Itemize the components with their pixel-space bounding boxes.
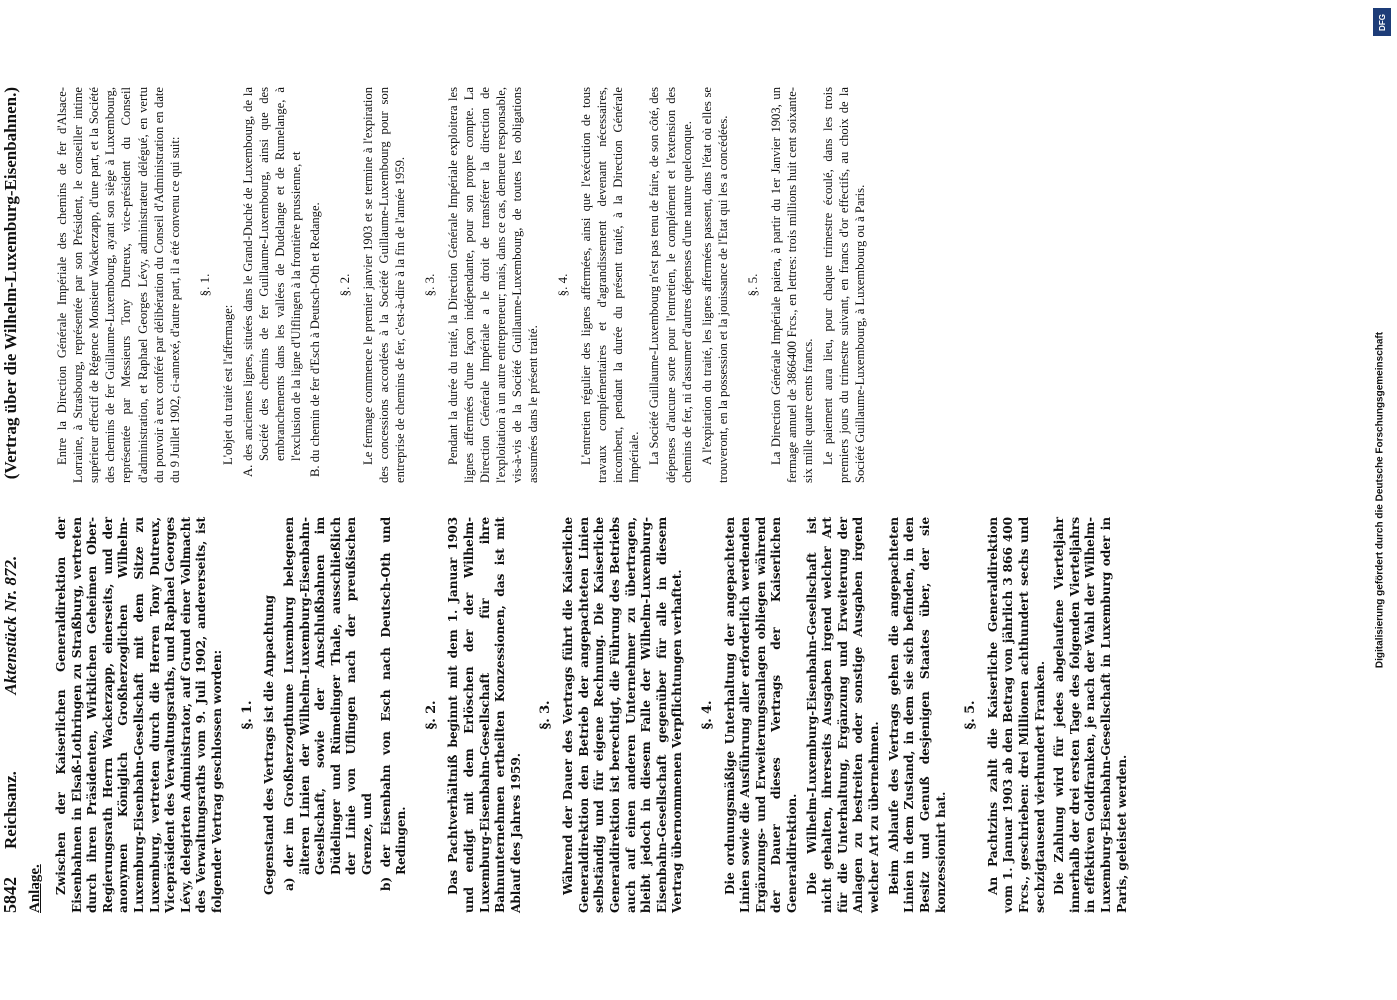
french-intro: Entre la Direction Générale Impériale des chemins de fer d'Alsace-Lorraine, à Strasbourg, représentée par son Président, le conseiller intime supérieur effectif de Régence Monsieur Wackerzapp, d'une part, et la Société des chemins de fer Guillaume-Luxembourg, ayant son siège à Luxembourg, représentée par Messieurs Tony Dutreux, vice-président du Conseil d'administration, et Raphael Georges Lévy, administrateur délégué, en vertu du pouvoir à eux conféré par délibération du Conseil d'Administration en date du 9 Juillet 1902, ci-annexé, d'autre part, il a été convenu ce qui suit: [55,87,182,483]
german-s5-p1: An Pachtzins zahlt die Kaiserliche Generaldirektion vom 1. Januar 1903 ab den Betrag von jährlich 3 866 400 Frcs., geschrieben: drei Millionen achthundert sechs und sechzigtausend vierhundert Franken. [985,517,1047,913]
french-s1-a: A. des anciennes lignes, situées dans le Grand-Duché de Luxembourg, de la Société des chemins de fer Guillaume-Luxembourg, ainsi que des embranchements dans les vallées de Dudelange et de Rumelange, à l'exclusion de la ligne d'Ulflingen à la frontière prussienne, et [240,87,303,477]
german-section-4: §. 4. [699,700,715,730]
german-section-2: §. 2. [423,700,439,730]
page-number: 5842 [0,877,20,913]
french-s4-p3: A l'expiration du traité, les lignes affermées passent, dans l'état où elles se trouveront, en la possession et la jouissance de l'Etat qui les a concédées. [699,87,730,483]
french-s1-intro: L'objet du traité est l'affermage: [220,304,235,465]
document-number: Aktenstück Nr. 872. [1,555,20,695]
rotated-document-page [0,65,1290,935]
french-s3-text: Pendant la durée du traité, la Direction Générale Impériale exploitera les lignes affermées d'une façon indépendante, pour son propre compte. La Direction Générale Impériale a le droit de transférer la direction de l'exploitation à un autre entrepreneur; mais, dans ce cas, demeure responsable, vis-à-vis de la Société Guillaume-Luxembourg, de toutes les obligations assumées dans le présent traité. [445,87,541,483]
french-s4-p1: L'entretien régulier des lignes affermées, ainsi que l'exécution de tous travaux complémentaires et d'agrandissement devenant nécessaires, incombent, pendant la durée du présent traité, à la Direction Générale Impériale. [579,87,642,483]
funding-notice: Digitalisierung gefördert durch die Deutsche Forschungsgemeinschaft [1374,331,1386,669]
german-s1-intro: Gegenstand des Vertrags ist die Anpachtung [262,595,277,895]
german-section-3: §. 3. [538,700,554,730]
german-s4-p2: Die Wilhelm-Luxemburg-Eisenbahn-Gesellschaft ist nicht gehalten, ihrerseits Ausgaben irgend welcher Art für die Unterhaltung, Ergänzung und Erweiterung der Anlagen zu bestreiten oder sonstige Ausgaben irgend welcher Art zu übernehmen. [804,517,882,913]
french-s2-text: Le fermage commence le premier janvier 1903 et se termine à l'expiration des concessions accordées à la Société Guillaume-Luxembourg pour son entreprise de chemins de fer, c'est-à-dire à la fin de l'année 1959. [360,87,407,483]
german-intro: Zwischen der Kaiserlichen Generaldirektion der Eisenbahnen in Elsaß-Lothringen zu Straßburg, vertreten durch ihren Präsidenten, Wirklichen Geheimen Ober-Regierungsrath Herrn Wackerzapp, einerseits, und der anonymen Königlich Großherzoglichen Wilhelm-Luxemburg-Eisenbahn-Gesellschaft mit dem Sitze zu Luxemburg, vertreten durch die Herren Tony Dutreux, Vicepräsident des Verwaltungsraths, und Raphael Georges Lévy, delegirten Administrator, auf Grund einer Vollmacht des Verwaltungsraths vom 9. Juli 1902, andererseits, ist folgender Vertrag geschlossen worden: [54,517,225,913]
german-s4-p1: Die ordnungsmäßige Unterhaltung der angepachteten Linien sowie die Ausführung aller erforderlich werdenden Ergänzungs- und Erweiterungsanlagen obliegen während der Dauer dieses Vertrags der Kaiserlichen Generaldirektion. [722,517,800,913]
journal-name: Reichsanz. [1,771,20,849]
french-section-1: §. 1. [196,273,212,297]
german-column [54,517,1134,913]
german-s2-text: Das Pachtverhältniß beginnt mit dem 1. Januar 1903 und endigt mit dem Erlöschen der der Wilhelm-Luxemburg-Eisenbahn-Gesellschaft für ihre Bahnunternehmen ertheilten Konzessionen, das ist mit Ablauf des Jahres 1959. [446,517,523,913]
anlage-heading: Anlage. [27,864,43,913]
french-s5-p1: La Direction Générale Impériale paiera, à partir du 1er Janvier 1903, un fermage annuel de 3866400 Frcs., en lettres: trois millions huit cent soixante-six mille quatre cents francs. [768,87,815,483]
german-s5-p2: Die Zahlung wird für jedes abgelaufene Vierteljahr innerhalb der drei ersten Tage des folgenden Vierteljahrs in effektiven Goldfranken, je nach der Wahl der Wilhelm-Luxemburg-Eisenbahn-Gesellschaft in Luxemburg oder in Paris, geleistet werden. [1052,517,1129,913]
french-section-2: §. 2. [337,273,353,297]
french-section-5: §. 5. [745,273,760,297]
german-s3-text: Während der Dauer des Vertrags führt die Kaiserliche Generaldirektion den Betrieb der angepachteten Linien selbständig und für eigene Rechnung. Die Kaiserliche Generaldirektion ist berechtigt, die Führung des Betriebs auch auf einen anderen Unternehmer zu übertragen, bleibt jedoch in diesem Falle der Wilhelm-Luxemburg-Eisenbahn-Gesellschaft gegenüber für alle in diesem Vertrag übernommenen Verpflichtungen verhaftet. [561,517,685,913]
german-section-1: §. 1. [239,700,255,730]
german-s4-p3: Beim Ablaufe des Vertrags gehen die angepachteten Linien in dem Zustand, in dem sie sich befinden, in den Besitz und Genuß desjenigen Staates über, der sie konzessionirt hat. [886,517,948,913]
french-s4-p2: La Société Guillaume-Luxembourg n'est pas tenu de faire, de son côté, des dépenses d'aucune sorte pour l'entretien, le complément et l'extension des chemins de fer, ni d'assumer d'autres dépenses d'une nature quelconque. [647,87,694,483]
german-s1-a: a) der im Großherzogthume Luxemburg belegenen älteren Linien der Wilhelm-Luxemburg-Eisenbahn-Gesellschaft, sowie der Anschlußbahnen im Düdelinger und Rümelinger Thale, ausschließlich der Linie von Uflingen nach der preußischen Grenze, und [281,517,374,891]
french-s5-p2: Le paiement aura lieu, pour chaque trimestre écoulé, dans les trois premiers jours du trimestre suivant, en francs d'or effectifs, au choix de la Société Guillaume-Luxembourg, à Luxembourg ou à Paris. [820,87,868,483]
french-section-3: §. 3. [422,273,438,297]
dfg-logo-text: DFG [1377,13,1387,31]
german-section-5: §. 5. [963,700,979,730]
french-s1-b: B. du chemin de fer d'Esch à Deutsch-Oth et Redange. [308,202,323,477]
french-section-4: §. 4. [555,273,571,297]
german-s1-b: b) der Eisenbahn von Esch nach Deutsch-Oth und Redingen. [378,517,409,891]
french-column [54,87,1134,483]
page-header [0,87,21,913]
document-title: (Vertrag über die Wilhelm-Luxemburg-Eisenbahnen.) [1,87,20,480]
dfg-logo-icon [1373,8,1391,36]
